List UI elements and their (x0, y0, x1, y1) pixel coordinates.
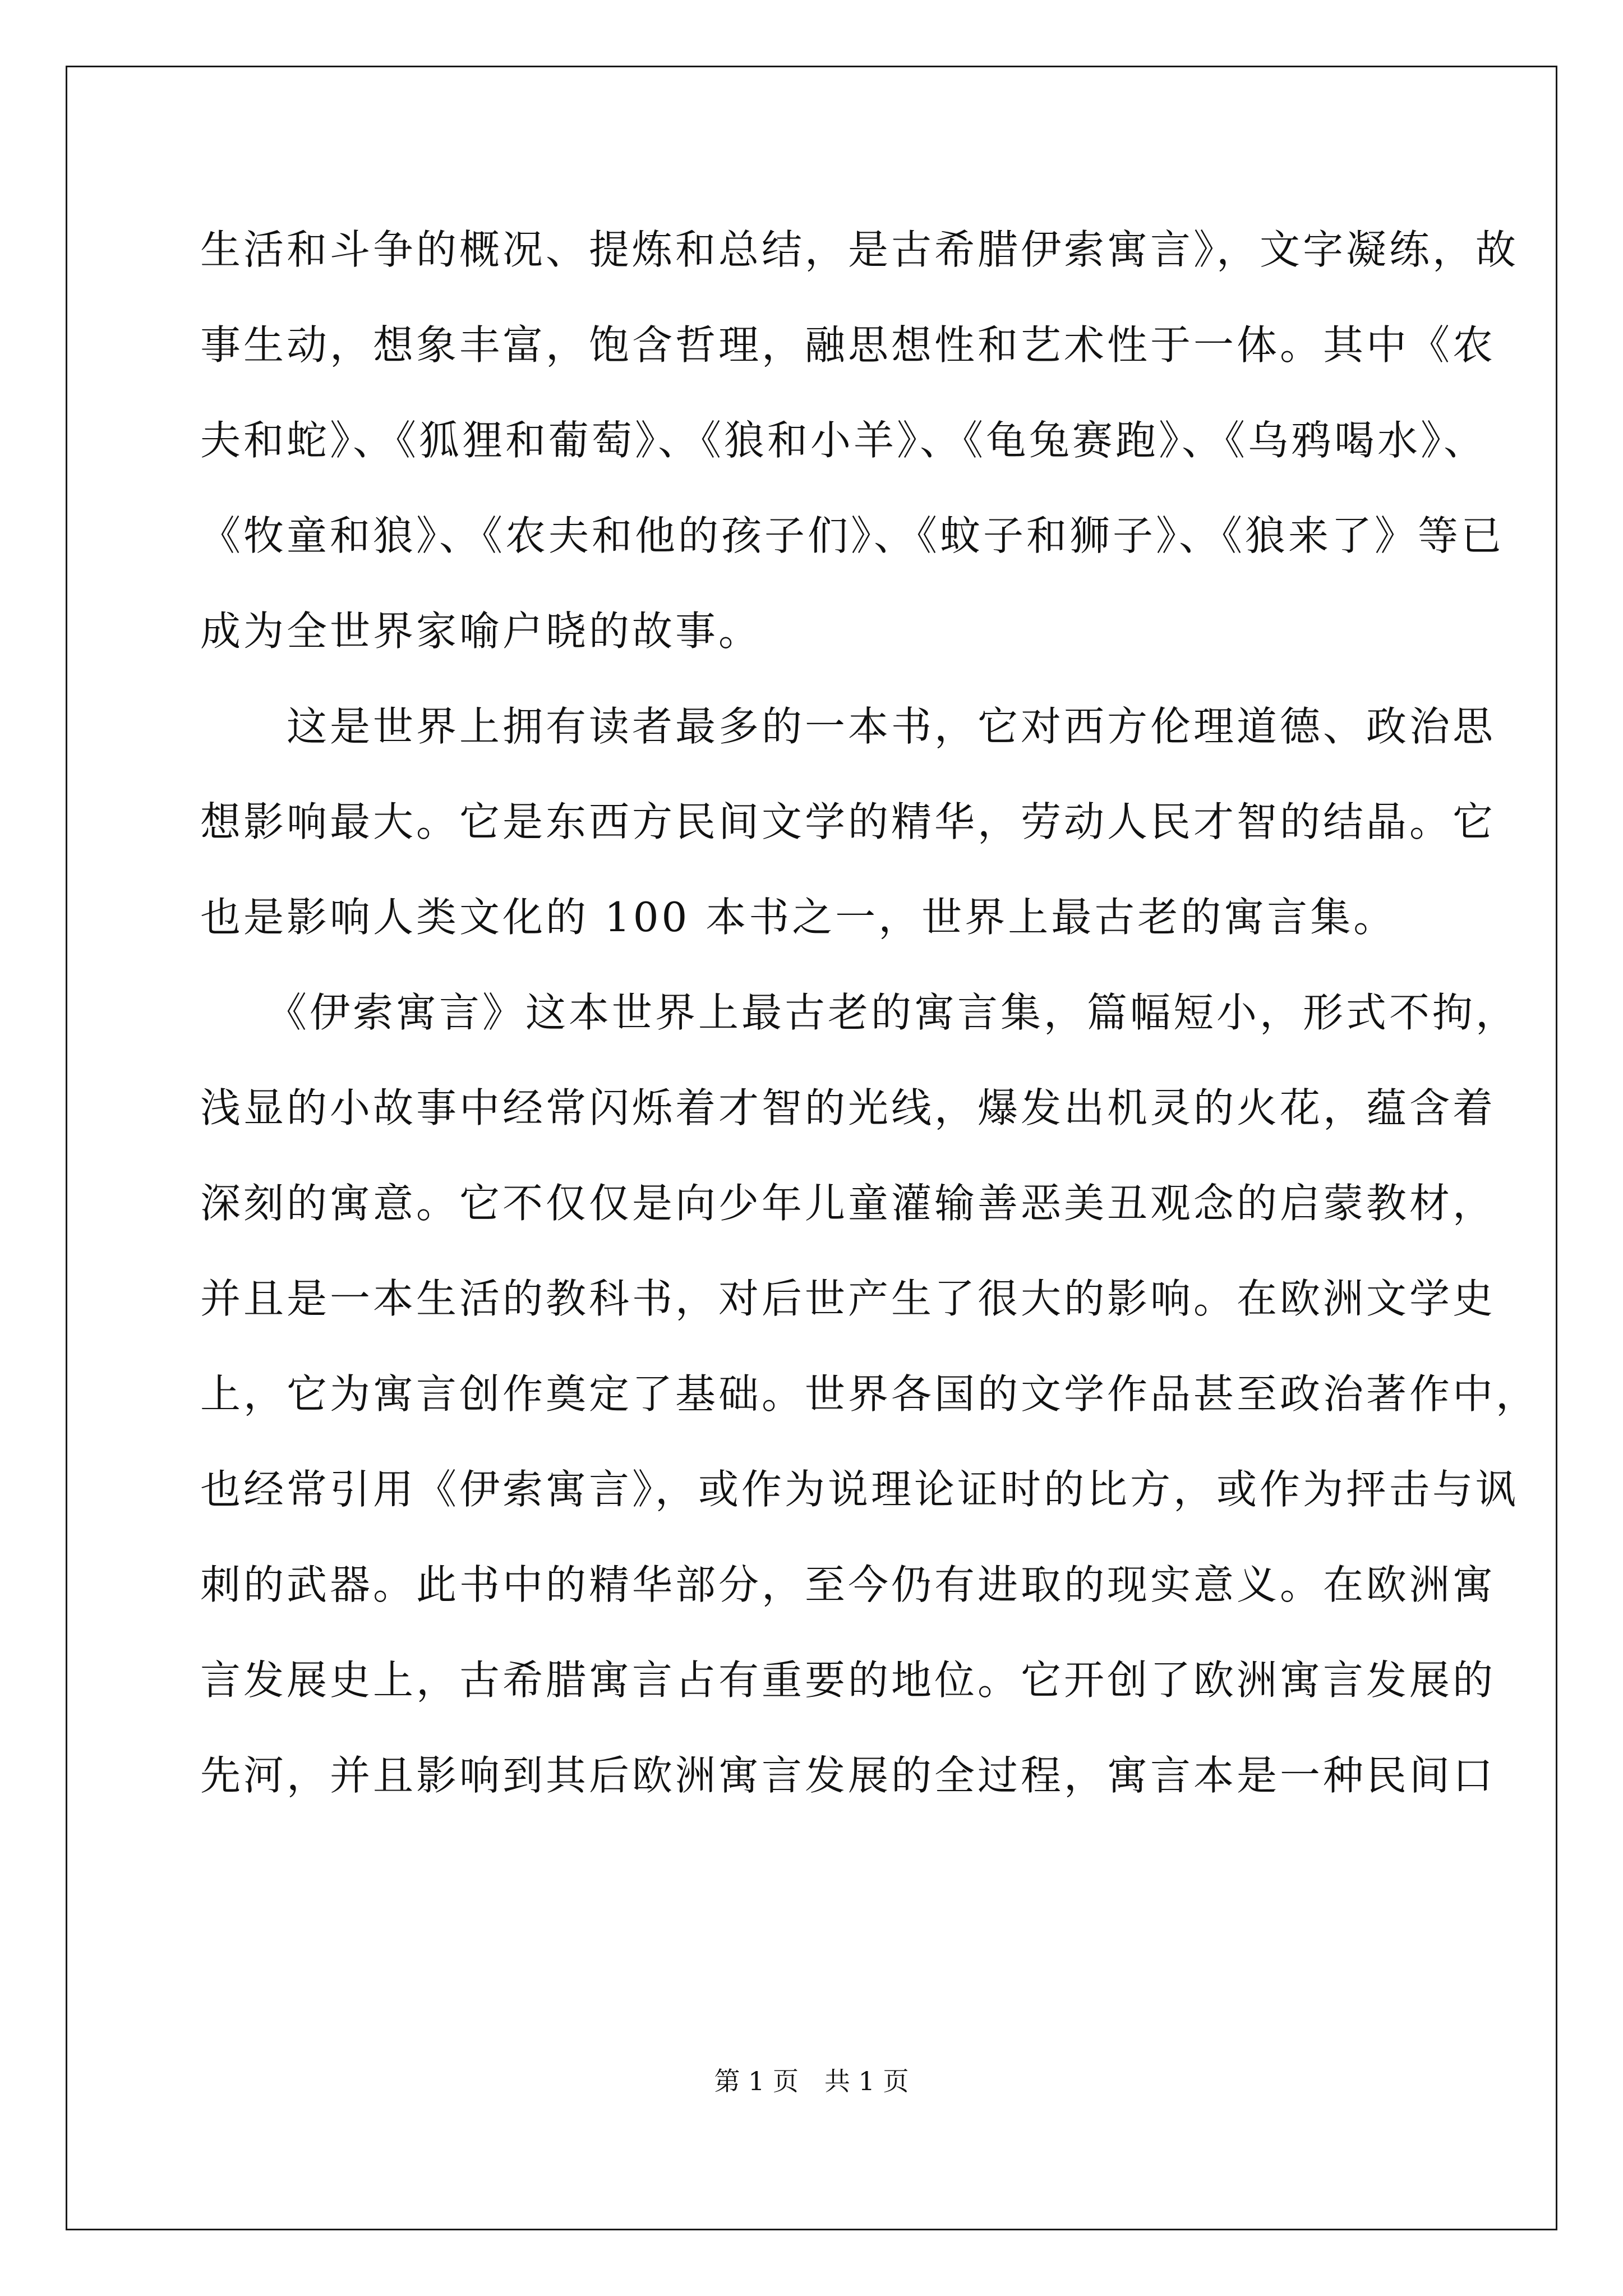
text-line: 夫和蛇》、《狐狸和葡萄》、《狼和小羊》、《龟兔赛跑》、《乌鸦喝水》、 (200, 417, 1487, 464)
text-line: 想影响最大。它是东西方民间文学的精华，劳动人民才智的结晶。它 (200, 798, 1496, 845)
text-line: 上，它为寓言创作奠定了基础。世界各国的文学作品甚至政治著作中， (200, 1370, 1539, 1418)
body-text (200, 202, 1539, 1823)
text-line: 刺的武器。此书中的精华部分，至今仍有进取的现实意义。在欧洲寓 (200, 1561, 1496, 1608)
text-line: 也经常引用《伊索寓言》，或作为说理论证时的比方，或作为抨击与讽 (200, 1466, 1519, 1513)
text-line: 事生动，想象丰富，饱含哲理，融思想性和艺术性于一体。其中《农 (200, 321, 1496, 369)
text-line: 《伊索寓言》这本世界上最古老的寓言集，篇幅短小，形式不拘， (200, 989, 1519, 1036)
text-line: 这是世界上拥有读者最多的一本书，它对西方伦理道德、政治思 (200, 703, 1496, 750)
text-line: 浅显的小故事中经常闪烁着才智的光线，爆发出机灵的火花，蕴含着 (200, 1084, 1496, 1131)
text-line: 成为全世界家喻户晓的故事。 (200, 608, 762, 655)
text-line: 深刻的寓意。它不仅仅是向少年儿童灌输善恶美丑观念的启蒙教材， (200, 1180, 1496, 1227)
text-line: 生活和斗争的概况、提炼和总结，是古希腊伊索寓言》，文字凝练，故 (200, 226, 1519, 273)
text-line: 言发展史上，古希腊寓言占有重要的地位。它开创了欧洲寓言发展的 (200, 1657, 1496, 1704)
text-line: 并且是一本生活的教科书，对后世产生了很大的影响。在欧洲文学史 (200, 1275, 1496, 1322)
page-number-footer: 第 1 页 共 1 页 (714, 2066, 909, 2096)
text-line: 先河，并且影响到其后欧洲寓言发展的全过程，寓言本是一种民间口 (200, 1752, 1496, 1799)
text-line: 《牧童和狼》、《农夫和他的孩子们》、《蚊子和狮子》、《狼来了》等已 (200, 512, 1505, 559)
text-line: 也是影响人类文化的 100 本书之一，世界上最古老的寓言集。 (200, 894, 1397, 941)
